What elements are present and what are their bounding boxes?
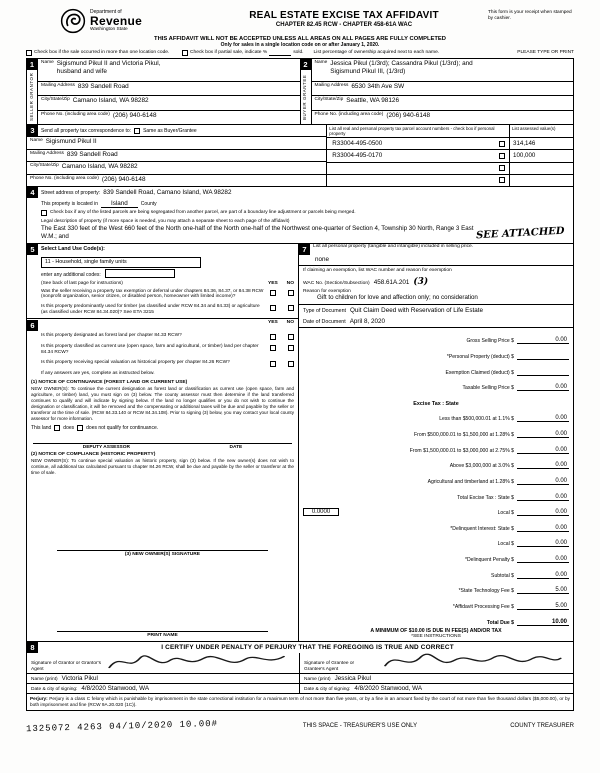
subtotal-value[interactable]: 0.00 xyxy=(517,572,569,579)
assessed-value[interactable] xyxy=(509,175,573,186)
treasurer-space-label: THIS SPACE - TREASURER'S USE ONLY xyxy=(302,722,418,729)
total-due-value[interactable]: 10.00 xyxy=(517,619,569,626)
personal-property-checkbox[interactable] xyxy=(499,141,505,147)
dept-wordmark xyxy=(90,10,142,33)
grantor-date-city-value[interactable]: 4/8/2020 Stanwood, WA xyxy=(81,684,150,692)
receipt-note: This form is your receipt when stamped by cashier. xyxy=(488,10,572,21)
additional-codes-field[interactable] xyxy=(105,269,175,278)
buyer-name-value[interactable]: Jessica Pikul (1/3rd); Cassandra Pikul (1/3rd); and Sigismund Pikul III, (1/3rd) xyxy=(330,60,473,75)
buyer-citystatezip-label: City/State/Zip xyxy=(314,97,344,103)
partial-sale-label: Check box if partial sale, indicate % xyxy=(190,50,268,55)
agricultural-timberland-value[interactable]: 0.00 xyxy=(517,478,569,485)
excise-tax-state-header: Excise Tax : State xyxy=(413,400,459,407)
section-7 xyxy=(299,244,573,641)
located-in-label: This property is located in xyxy=(41,201,98,207)
parcel-row xyxy=(327,138,573,150)
does-not-label: does not qualify for continuance. xyxy=(86,425,159,432)
same-as-buyer-checkbox[interactable] xyxy=(134,128,140,134)
agricultural-timberland-label: Agricultural and timberland at 1.28% $ xyxy=(427,478,514,485)
grantee-name-print-label: Name (print) xyxy=(304,676,331,682)
section-4 xyxy=(27,187,573,244)
header xyxy=(26,8,574,34)
multi-location-label: Check box if the sale occurred in more than one location code. xyxy=(34,50,170,55)
correspondence-mailing-value[interactable]: 839 Sandell Road xyxy=(66,150,118,158)
total-excise-state-label: Total Excise Tax : State $ xyxy=(457,494,514,501)
form-title: REAL ESTATE EXCISE TAX AFFIDAVIT xyxy=(249,10,439,21)
section-3-number: 3 xyxy=(27,125,38,136)
wac-number-value[interactable]: 458.61A.201 xyxy=(373,278,410,286)
cashier-stamp: 1325072 4263 04/10/2020 10.00# xyxy=(25,718,219,734)
perjury-label: Perjury: xyxy=(30,695,48,701)
partial-sale-sold-label: sold. xyxy=(293,50,304,55)
taxable-selling-price-value[interactable]: 0.00 xyxy=(517,384,569,391)
exemption-deferral-question: Was the seller receiving a property tax exemption or deferral under chapters 84.36, 84.37, or 84.38 RCW (nonprofit organization, senior citizen, or disabled person, homeowner with limited income)? xyxy=(41,288,264,300)
section-5-number: 5 xyxy=(27,244,38,255)
dept-line1: Department of xyxy=(90,8,122,15)
segregated-checkbox[interactable] xyxy=(41,210,47,216)
parcel-row xyxy=(327,150,573,162)
buyer-phone-value[interactable]: (206) 940-6148 xyxy=(386,111,431,119)
delinquent-penalty-label: *Delinquent Penalty $ xyxy=(465,557,514,563)
delinquent-penalty-value[interactable]: 0.00 xyxy=(517,556,569,563)
taxable-selling-price-label: Taxable Selling Price $ xyxy=(462,385,514,392)
notice-compliance-body: NEW OWNER(S): To continue special valuation as historic property, sign (3) below. If the new owner(s) does not wish to continue, all additional tax calculated pursuant to chapter 84.26 RCW, shall be due and payable by the seller or transferor at the time of sale. xyxy=(31,458,294,476)
seller-mailing-label: Mailing Address xyxy=(41,82,75,88)
subtotal-label: Subtotal $ xyxy=(491,572,514,579)
tier3-value[interactable]: 0.00 xyxy=(517,447,569,454)
grantor-signature[interactable] xyxy=(101,651,295,673)
state-technology-fee-label: *State Technology Fee $ xyxy=(458,588,514,595)
tier1-label: Less than $500,000.01 at 1.1% $ xyxy=(439,416,514,423)
segregated-label: Check box if any of the listed parcels are being segregated from another parcel, are part of a boundary line adjustment or parcels being merged. xyxy=(50,210,356,215)
historic-property-question: Is this property receiving special valuation as historical property per chapter 84.26 RCW? xyxy=(41,360,230,366)
notice-continuance-body: NEW OWNER(S): To continue the current designation as forest land or classification as current use (open space, farm and agriculture, or timber) land, you must sign on (3) below. The county assessor must then determine if the land transferred continues to qualify and will indicate by signing below. If the land no longer qualifies or you do not wish to continue the designation or classification, it will be removed and the compensating or additional taxes will be due and payable by the seller or transferor at the time of sale. (RCW 84.33.140 or RCW 84.34.108). Prior to signing (3) below, you may contact your local county assessor for more information. xyxy=(31,386,294,422)
see-instructions-note: *SEE INSTRUCTIONS xyxy=(411,633,461,639)
does-not-checkbox[interactable] xyxy=(77,425,83,431)
parcel-row xyxy=(327,163,573,175)
assessed-value[interactable]: 314,146 xyxy=(509,138,573,149)
section-7-number: 7 xyxy=(299,244,310,255)
tier1-value[interactable]: 0.00 xyxy=(517,415,569,422)
parcel-row xyxy=(327,175,573,186)
delinquent-interest-state-value[interactable]: 0.00 xyxy=(517,525,569,532)
if-yes-note: If any answers are yes, complete as instructed below. xyxy=(41,371,155,377)
correspondence-phone-label: Phone No. (including area code) xyxy=(30,175,99,181)
ownership-percent-note: List percentage of ownership acquired next to each name. xyxy=(313,50,440,55)
personal-property-label: List all personal property (tangible and intangible) included in selling price. xyxy=(313,243,474,249)
section-5 xyxy=(27,244,298,319)
correspondence-mailing-label: Mailing Address xyxy=(30,150,64,156)
options-row xyxy=(26,50,574,56)
deputy-assessor-label: DEPUTY ASSESSOR xyxy=(82,445,130,451)
currentuse-no-checkbox[interactable] xyxy=(288,345,294,351)
notice-compliance-title: (2) NOTICE OF COMPLIANCE (HISTORIC PROPERTY) xyxy=(31,452,156,458)
reason-exemption-label: Reason for exemption xyxy=(303,288,351,294)
reason-exemption-value[interactable]: Gift to children for love and affection only; no consideration xyxy=(317,293,478,301)
yes-header: YES xyxy=(268,280,278,286)
middle-columns xyxy=(27,244,573,642)
revenue-swirl-icon xyxy=(60,8,86,34)
revenue-logo xyxy=(60,8,200,34)
buyer-name-label: Name xyxy=(314,60,328,65)
type-of-document-label: Type of Document xyxy=(303,307,346,314)
total-due-label: Total Due $ xyxy=(486,619,514,626)
affidavit-processing-fee-label: *Affidavit Processing Fee $ xyxy=(452,603,514,610)
date-label: DATE xyxy=(229,445,243,451)
seller-phone-label: Phone No. (including area code) xyxy=(41,111,110,117)
affidavit-processing-fee-value[interactable]: 5.00 xyxy=(517,603,569,610)
send-correspondence-label: Send all property tax correspondence to: xyxy=(41,127,132,134)
local-rate-field[interactable]: 0.0000 xyxy=(303,508,339,516)
seller-citystatezip-label: City/State/Zip xyxy=(41,97,70,103)
partial-sale-percent-field[interactable] xyxy=(269,50,291,56)
grantor-date-city-label: Date & city of signing: xyxy=(31,686,78,692)
personal-property-checkbox[interactable] xyxy=(499,165,505,171)
wac-handwritten-note: (3) xyxy=(413,276,429,287)
q1-yes-checkbox[interactable] xyxy=(270,290,276,296)
timber-agriculture-question: Is this property predominantly used for timber (as classified under RCW 84.34 and 84.33) or agriculture (as classified under RCW 84.34.020)? See ETA 3215 xyxy=(41,304,260,316)
section-4-number: 4 xyxy=(27,187,38,198)
correspondence-name-value[interactable]: Sigismund Pikul II xyxy=(45,138,97,145)
footer xyxy=(26,714,574,738)
date-of-document-value[interactable]: April 8, 2020 xyxy=(349,317,386,325)
form-frame xyxy=(26,58,574,711)
historic-yes-checkbox[interactable] xyxy=(270,361,276,367)
parcel-number[interactable]: R33004-495-0500 xyxy=(332,140,383,148)
grantor-signature-label: Signature of Grantor or Grantor's Agent xyxy=(31,661,101,672)
please-note: PLEASE TYPE OR PRINT xyxy=(517,50,574,55)
buyer-grantee-sideband: BUYER GRANTEE xyxy=(302,74,308,120)
personal-property-value[interactable]: none xyxy=(315,255,330,263)
historic-no-checkbox[interactable] xyxy=(288,361,294,367)
buyer-mailing-label: Mailing Address xyxy=(314,82,349,88)
does-checkbox[interactable] xyxy=(54,425,60,431)
legal-description-label: Legal description of property (if more space is needed, you may attach a separate sheet to each page of the affidavit) xyxy=(41,219,290,224)
no-header: NO xyxy=(286,320,294,326)
personal-property-checkbox[interactable] xyxy=(499,153,505,159)
section-6 xyxy=(27,318,298,640)
correspondence-citystatezip-value[interactable]: Camano Island, WA 98282 xyxy=(61,163,138,170)
street-address-value[interactable]: 839 Sandell Road, Camano Island, WA 98282 xyxy=(103,189,232,196)
same-as-buyer-label: Same as Buyer/Grantee xyxy=(143,127,197,134)
tier3-label: From $1,500,000.01 to $3,000,000 at 2.75% $ xyxy=(409,447,514,454)
located-county-value[interactable]: Island xyxy=(101,200,138,208)
q1-no-checkbox[interactable] xyxy=(288,290,294,296)
land-use-code-field[interactable]: 11 - Household, single family units xyxy=(41,257,201,268)
assessed-value[interactable]: 100,000 xyxy=(509,150,573,161)
perjury-text: Perjury is a class C felony which is punishable by imprisonment in the state correctional institution for a maximum term of not more than five years, or by a fine in an amount fixed by the court of not more than five thousand dollars ($5,000.00), or by both imprisonment and fine (RCW 9A.20.020 (1C)). xyxy=(30,695,570,707)
q2-no-checkbox[interactable] xyxy=(288,305,294,311)
tier2-value[interactable]: 0.00 xyxy=(517,431,569,438)
this-land-label: This land xyxy=(31,425,52,432)
grantee-date-city-value[interactable]: 4/8/2020 Stanwood, WA xyxy=(354,684,423,692)
section-6-number: 6 xyxy=(27,320,38,331)
tier4-label: Above $3,000,000 at 3.0% $ xyxy=(449,463,514,470)
total-excise-state-value[interactable]: 0.00 xyxy=(517,494,569,501)
section-3 xyxy=(27,125,573,187)
current-use-question: Is this property classified as current use (open space, farm and agricultural, or timber) land per chapter 84.34 RCW? xyxy=(41,344,259,356)
legal-description-value[interactable]: The East 330 feet of the West 660 feet of the North one-half of the North one-half of the Northwest one-quarter of Section 4, Township 30 North, Range 3 East W.M.; and xyxy=(41,225,474,240)
county-treasurer-label: COUNTY TREASURER xyxy=(510,722,574,729)
delinquent-interest-local-label: Local $ xyxy=(497,541,514,548)
buyer-mailing-value[interactable]: 6530 34th Ave SW xyxy=(351,82,405,90)
grantee-name-print-value[interactable]: Jessica Pikul xyxy=(334,674,372,682)
grantor-name-print-label: Name (print) xyxy=(31,676,58,682)
assessed-value[interactable] xyxy=(509,163,573,174)
form-chapter: CHAPTER 82.45 RCW - CHAPTER 458-61A WAC xyxy=(275,22,413,28)
minimum-due-note: A MINIMUM OF $10.00 IS DUE IN FEE(S) AND/OR TAX xyxy=(370,627,502,634)
seller-buyer-row xyxy=(27,59,573,125)
grantee-signature-label: Signature of Grantee or Grantee's Agent xyxy=(304,661,355,672)
land-use-label: Select Land Use Code(s): xyxy=(41,246,105,252)
gross-selling-price-label: Gross Selling Price $ xyxy=(466,338,514,345)
dept-sub: Washington State xyxy=(90,27,128,33)
personal-property-deduct-label: *Personal Property (deduct) $ xyxy=(446,353,514,360)
parcel-number[interactable]: R33004-495-0170 xyxy=(332,152,383,160)
wac-number-label: WAC No. (Section/Subsection) xyxy=(303,280,370,286)
correspondence-name-label: Name xyxy=(30,138,43,143)
forest-land-question: Is this property designated as forest land per chapter 84.33 RCW? xyxy=(41,333,182,339)
section-1-seller xyxy=(27,59,300,124)
exemption-note: If claiming an exemption, list WAC number and reason for exemption xyxy=(299,265,573,276)
yes-header: YES xyxy=(268,320,278,326)
does-label: does xyxy=(63,425,75,432)
additional-codes-label: enter any additional codes: xyxy=(41,271,101,278)
section-8 xyxy=(27,642,573,694)
forest-no-checkbox[interactable] xyxy=(288,334,294,340)
parcel-numbers-header: List all real and personal property tax parcel account numbers - check box if personal property xyxy=(329,126,495,137)
type-of-document-value[interactable]: Quit Claim Deed with Reservation of Life Estate xyxy=(350,306,483,314)
grantee-date-city-label: Date & city of signing: xyxy=(304,686,351,692)
forest-yes-checkbox[interactable] xyxy=(270,334,276,340)
see-attached-handwriting: SEE ATTACHED xyxy=(476,225,566,241)
q2-yes-checkbox[interactable] xyxy=(270,305,276,311)
seller-grantor-sideband: SELLER GRANTOR xyxy=(28,72,34,122)
section-8-number: 8 xyxy=(27,642,38,653)
seller-name-value[interactable]: Sigismund Pikul II and Victoria Pikul, husband and wife xyxy=(56,60,161,75)
certify-statement: I CERTIFY UNDER PENALTY OF PERJURY THAT THE FOREGOING IS TRUE AND CORRECT xyxy=(161,643,454,651)
excise-tax-table xyxy=(299,327,573,626)
new-owner-signature-line[interactable]: (3) NEW OWNER(S) SIGNATURE xyxy=(57,550,268,557)
section-2-buyer xyxy=(300,59,574,124)
section-1-number: 1 xyxy=(27,59,38,70)
state-technology-fee-value[interactable]: 5.00 xyxy=(517,587,569,594)
exemption-claimed-label: Exemption Claimed (deduct) $ xyxy=(445,369,514,376)
seller-phone-value[interactable]: (206) 940-6148 xyxy=(112,111,157,119)
see-back-note: (See back of last page for instructions) xyxy=(41,280,123,286)
partial-sale-checkbox[interactable] xyxy=(182,50,188,56)
personal-property-checkbox[interactable] xyxy=(499,177,505,183)
grantee-signature[interactable] xyxy=(374,651,569,673)
currentuse-yes-checkbox[interactable] xyxy=(270,345,276,351)
perjury-statement xyxy=(27,694,573,710)
delinquent-interest-state-label: *Delinquent Interest: State $ xyxy=(450,525,514,532)
seller-mailing-value[interactable]: 839 Sandell Road xyxy=(77,82,129,90)
notice-continuance-title: (1) NOTICE OF CONTINUANCE (FOREST LAND OR CURRENT USE) xyxy=(31,380,188,386)
buyer-phone-label: Phone No. (including area code) xyxy=(314,111,384,117)
only-note: Only for sales in a single location code on or after January 1, 2020. xyxy=(220,42,380,48)
seller-name-label: Name xyxy=(41,60,54,65)
no-header: NO xyxy=(286,280,294,286)
print-name-line[interactable]: PRINT NAME xyxy=(57,631,268,638)
seller-citystatezip-value[interactable]: Camano Island, WA 98282 xyxy=(72,97,149,105)
multi-location-checkbox[interactable] xyxy=(26,50,32,56)
tier4-value[interactable]: 0.00 xyxy=(517,462,569,469)
gross-selling-price-value[interactable]: 0.00 xyxy=(517,337,569,344)
assessed-values-header: List assessed value(s) xyxy=(509,125,573,137)
correspondence-citystatezip-label: City/State/Zip xyxy=(30,163,59,168)
dept-name: Revenue xyxy=(90,13,143,28)
warning-line: THIS AFFIDAVIT WILL NOT BE ACCEPTED UNLESS ALL AREAS ON ALL PAGES ARE FULLY COMPLETED xyxy=(154,36,446,42)
correspondence-phone-value[interactable]: (206) 940-6148 xyxy=(101,175,146,183)
buyer-citystatezip-value[interactable]: Seattle, WA 98126 xyxy=(346,97,399,105)
local-tax-value[interactable]: 0.00 xyxy=(517,509,569,516)
title-block xyxy=(200,8,488,28)
section-2-number: 2 xyxy=(300,59,311,70)
county-label: County xyxy=(140,201,157,207)
date-of-document-label: Date of Document xyxy=(303,318,346,325)
delinquent-interest-local-value[interactable]: 0.00 xyxy=(517,540,569,547)
street-address-label: Street address of property: xyxy=(41,189,101,196)
tier2-label: From $500,000.01 to $1,500,000 at 1.28% $ xyxy=(414,432,514,438)
grantor-name-print-value[interactable]: Victoria Pikul xyxy=(61,674,98,682)
local-tax-label: Local $ xyxy=(497,510,514,517)
